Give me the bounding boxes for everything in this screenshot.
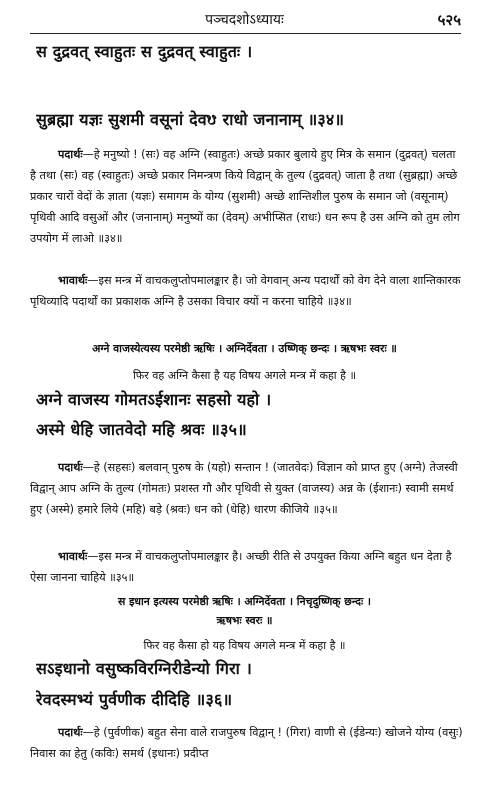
padartha-label: पदार्थः (58, 148, 83, 161)
page-number: ५२५ (437, 11, 461, 29)
mantra-34-line-1: स दुद्रवत् स्वाहुतः स दुद्रवत् स्वाहुतः । (36, 42, 253, 61)
padartha-34 (30, 144, 463, 270)
padartha-34-text: —हे मनुष्यो ! (सः) वह अग्नि (स्वाहुतः) अच्छे प्रकार बुलाये हुए मित्र के समान (दुद्रवत्) चलता है तथा (सः) वह (स्वाहुतः) अच्छे प्रकार निमन्त्रण किये विद्वान् के तुल्य (दुद्रवत्) जाता है तथा (सुब्रह्मा) अच्छे प्रकार चारों वेदों के ज्ञाता (यज्ञः) समागम के योग्य (सुशमी) अच्छे शान्तिशील पुरुष के समान जो (वसूनाम्) पृथिवी आदि वसुओं और (जनानाम्) मनुष्यों का (देवम्) अभीप्सित (राधः) धन रूप है उस अग्नि को तुम लोग उपयोग में लाओ ॥३४॥ (30, 148, 460, 245)
chapter-title: पञ्चदशोऽध्यायः (205, 12, 284, 28)
mantra-36-line-2: रेवदस्मभ्यं पुर्वणीक दीदिहि ॥३६॥ (36, 690, 233, 709)
meta-36-line-1: स इधान इत्यस्य परमेष्ठी ऋषिः । अग्निर्देवता । निचृदुष्णिक् छन्दः । (118, 595, 371, 608)
bhavartha-35-text: —इस मन्त्र में वाचकलुप्तोपमालङ्कार है। अच्छी रीति से उपयुक्त किया अग्नि बहुत धन देता है ऐसा जानना चाहिये ॥३५॥ (30, 550, 452, 584)
mantra-34-line-2: सुब्रह्मा यज्ञः सुशमी वसूनां देवᳪ राधो जनानाम् ॥३४॥ (36, 110, 345, 129)
padartha-label: पदार्थः (58, 726, 83, 739)
meta-36-line-2: ऋषभः स्वरः ॥ (216, 614, 273, 627)
page-header (0, 10, 489, 32)
intro-36: फिर वह कैसा हो यह विषय अगले मन्त्र में कहा है ॥ (143, 639, 346, 652)
padartha-35 (30, 457, 463, 545)
intro-35: फिर वह अग्नि कैसा है यह विषय अगले मन्त्र में कहा है ॥ (132, 369, 357, 382)
mantra-36-line-1: सऽइधानो वसुष्कविरग्निरीडेन्यो गिरा । (36, 659, 252, 678)
mantra-35-line-1: अग्ने वाजस्य गोमतऽईशानः सहसो यहो । (36, 390, 272, 409)
bhavartha-34 (30, 270, 463, 334)
bhavartha-35 (30, 546, 463, 590)
header-divider (30, 33, 461, 34)
padartha-36 (30, 722, 463, 786)
bhavartha-label: भावार्थः (58, 550, 88, 563)
meta-35: अग्ने वाजस्येत्यस्य परमेष्ठी ऋषिः । अग्निर्देवता । उष्णिक् छन्दः । ऋषभः स्वरः ॥ (92, 342, 397, 355)
padartha-label: पदार्थः (58, 461, 83, 474)
bhavartha-label: भावार्थः (58, 274, 88, 287)
padartha-36-text: —हे (पुर्वणीक) बहुत सेना वाले राजपुरुष विद्वान् ! (गिरा) वाणी से (ईडेन्यः) खोजने योग्य (वसुः) निवास का हेतु (कविः) समर्थ (इधानः) प्रदीप्त (30, 726, 463, 760)
mantra-35-line-2: अस्मे धेहि जातवेदो महि श्रवः ॥३५॥ (36, 420, 247, 439)
padartha-35-text: —हे (सहसः) बलवान् पुरुष के (यहो) सन्तान ! (जातवेदः) विज्ञान को प्राप्त हुए (अग्ने) तेजस्वी विद्वान् आप अग्नि के तुल्य (गोमतः) प्रशस्त गौ और पृथिवी से युक्त (वाजस्य) अन्न के (ईशानः) स्वामी समर्थ हुए (अस्मे) हमारे लिये (महि) बड़े (श्रवः) धन को (धेहि) धारण कीजिये ॥३५॥ (30, 461, 458, 516)
bhavartha-34-text: —इस मन्त्र में वाचकलुप्तोपमालङ्कार है। जो वेगवान् अन्य पदार्थों को वेग देने वाला शान्तिकारक पृथिव्यादि पदार्थों का प्रकाशक अग्नि है उसका विचार क्यों न करना चाहिये ॥३४॥ (30, 274, 461, 308)
